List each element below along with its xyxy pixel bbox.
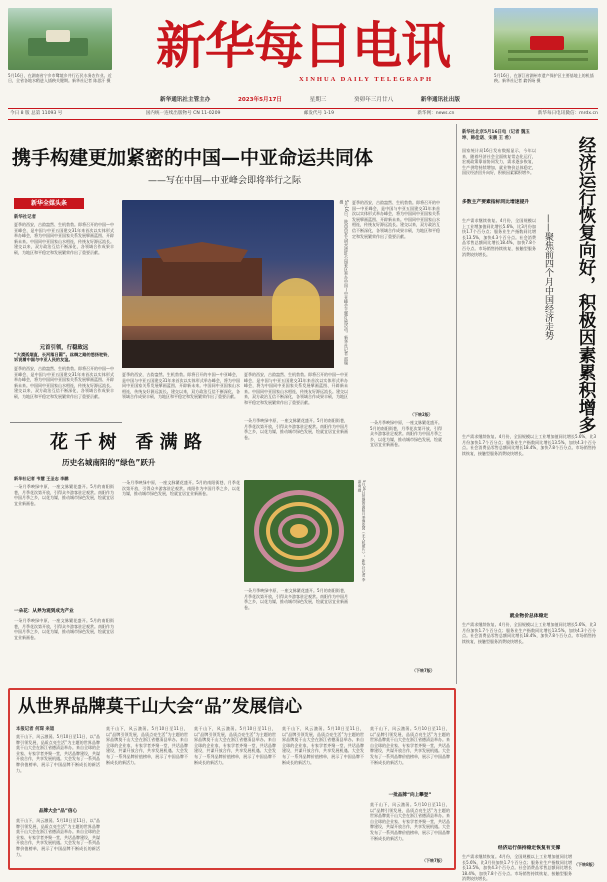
masthead-title: 新华每日电讯 <box>156 16 450 75</box>
masthead-date-band <box>160 94 460 104</box>
feature-body-col3: 一朵月季映绿中原，一座文脉繁花盛开。5月的南阳街巷，月季花次第开放，引得众多游客驻足观赏。南阳作为中国月季之乡，以花为媒，推动城市绿色发展，绘就宜居宜业新画卷。 <box>244 418 348 440</box>
bottom-story-body-col5: 莫干山下，风云激荡。5月10日至11日，以“品牌引领发展，品质点亮生活”为主题的世界品牌莫干山大会在浙江省德清县举办。来自全球的企业家、专家学者齐聚一堂，共话品牌建设，共谋开放合作，共享发展机遇。大会发布了一系列品牌价值榜单，展示了中国品牌不断成长的新活力。 <box>370 726 450 765</box>
masthead-pinyin: XINHUA DAILY TELEGRAPH <box>298 76 434 83</box>
weekday: 星期三 <box>309 97 327 103</box>
top-story-continued: （下转2版） <box>410 412 433 417</box>
bottom-story-body-col4: 莫干山下，风云激荡。5月10日至11日，以“品牌引领发展，品质点亮生活”为主题的世界品牌莫干山大会在浙江省德清县举办。来自全球的企业家、专家学者齐聚一堂，共话品牌建设，共谋开放合作，共享发展机遇。大会发布了一系列品牌价值榜单，展示了中国品牌不断成长的新活力。 <box>282 726 364 765</box>
masthead-info-strip <box>10 110 598 118</box>
sidebar-subheadline: ——聚焦前四个月中国经济走势 <box>543 214 553 340</box>
masthead-rule-bottom <box>8 119 598 120</box>
sidebar-body-2: 生产需求继续恢复。4月份，全国规模以上工业增加值同比增长5.6%，比3月份加快1.7个百分点；服务业生产指数同比增长13.5%，加快4.3个百分点。社会消费品零售总额同比增长18.4%，加快7.8个百分点。市场销售持续恢复，接触型服务消费较快增长。 <box>462 434 596 456</box>
top-story-subheadline: ——写在中国—中亚峰会即将举行之际 <box>148 176 302 186</box>
bottom-story-body-col1b: 莫干山下，风云激荡。5月10日至11日，以“品牌引领发展，品质点亮生活”为主题的世界品牌莫干山大会在浙江省德清县举办。来自全球的企业家、专家学者齐聚一堂，共话品牌建设，共谋开放合作，共享发展机遇。大会发布了一系列品牌价值榜单，展示了中国品牌不断成长的新活力。 <box>16 818 100 857</box>
feature-body-col3b: 一朵月季映绿中原，一座文脉繁花盛开。5月的南阳街巷，月季花次第开放，引得众多游客驻足观赏。南阳作为中国月季之乡，以花为媒，推动城市绿色发展，绘就宜居宜业新画卷。 <box>244 588 348 610</box>
lunar-date: 癸卯年三月廿八 <box>354 97 394 103</box>
sidebar-continued: （下转8版） <box>574 862 597 867</box>
bottom-story-body-col3: 莫干山下，风云激荡。5月10日至11日，以“品牌引领发展，品质点亮生活”为主题的世界品牌莫干山大会在浙江省德清县举办。来自全球的企业家、专家学者齐聚一堂，共话品牌建设，共谋开放合作，共享发展机遇。大会发布了一系列品牌价值榜单，展示了中国品牌不断成长的新活力。 <box>194 726 276 765</box>
masthead-rule-top <box>8 108 598 109</box>
masthead-left-photo <box>8 8 112 70</box>
top-story-subhead-1: 元首引领，行稳致远 <box>39 345 89 351</box>
publisher: 新华通讯社主管主办 <box>160 97 211 103</box>
bottom-story-byline: 本报记者 何琛 来道 <box>16 727 55 732</box>
sidebar-subhead-3: 经济运行保持稳定恢复有支撑 <box>497 846 561 851</box>
sidebar-divider <box>456 124 457 684</box>
issue-date: 2023年5月17日 <box>237 97 282 103</box>
top-story-byline: 新华社记者 <box>14 215 36 220</box>
feature-subhead: 一朵花：从养为观到成为产业 <box>14 609 74 614</box>
masthead-right-caption: 5月16日，在浙江省湖州市遗产保护区主要基地上的机插秧。新华社记者 翁忻旸 摄 <box>494 73 594 84</box>
bottom-story-continued: （下转7版） <box>422 858 445 863</box>
sidebar-headline: 经济运行恢复向好，积极因素累积增多 <box>576 136 596 434</box>
feature-byline: 新华社记者 韦慧 王圣志 李鹏 <box>14 476 69 481</box>
sidebar-body-1: 生产需求继续恢复。4月份，全国规模以上工业增加值同比增长5.6%，比3月份加快1.7个百分点；服务业生产指数同比增长13.5%，加快4.3个百分点。社会消费品零售总额同比增长18.4%，加快7.8个百分点。市场销售持续恢复，接触型服务消费较快增长。 <box>462 218 536 257</box>
sidebar-body-3: 生产需求继续恢复。4月份，全国规模以上工业增加值同比增长5.6%，比3月份加快1.7个百分点；服务业生产指数同比增长13.5%，加快4.3个百分点。社会消费品零售总额同比增长18.4%，加快7.8个百分点。市场销售持续恢复，接触型服务消费较快增长。 <box>462 622 596 644</box>
website: 新华网：news.cn <box>417 111 455 116</box>
feature-body-col1b: 一朵月季映绿中原，一座文脉繁花盛开。5月的南阳街巷，月季花次第开放，引得众多游客驻足观赏。南阳作为中国月季之乡，以花为媒，推动城市绿色发展，绘就宜居宜业新画卷。 <box>14 618 114 640</box>
top-story-photo-caption: 5月16日，陕西西安大明宫遗址公园景区举办中国—中亚峰会主题灯展活动。新华社记者 邵瑞 摄 <box>339 200 349 365</box>
sidebar-subhead-2: 就业物价总体稳定 <box>509 614 549 619</box>
feature-photo-caption: 5月16日拍摄的南阳月季博览园（无人机照片）。新华社记者 李嘉南 摄 <box>358 480 366 582</box>
top-story-body-col2b: 夏季的西安，古韵盎然、生机勃勃。即将召开的中国—中亚峰会，是中国与中亚五国建交31年来首次以实体形式举办峰会，将为中国同中亚国家关系发展擘画蓝图、开辟新未来。中国同中亚国家山水相连，传统友好源远流长。建交以来，双方政治互信不断深化，各领域合作成果丰硕，为地区和平稳定和发展繁荣作出了重要贡献。 <box>122 372 240 400</box>
top-story-photo <box>122 200 334 368</box>
bottom-story-body-col2: 莫干山下，风云激荡。5月10日至11日，以“品牌引领发展，品质点亮生活”为主题的世界品牌莫干山大会在浙江省德清县举办。来自全球的企业家、专家学者齐聚一堂，共话品牌建设，共谋开放合作，共享发展机遇。大会发布了一系列品牌价值榜单，展示了中国品牌不断成长的新活力。 <box>106 726 188 765</box>
feature-photo <box>244 480 354 582</box>
feature-body-col1: 一朵月季映绿中原，一座文脉繁花盛开。5月的南阳街巷，月季花次第开放，引得众多游客驻足观赏。南阳作为中国月季之乡，以花为媒，推动城市绿色发展，绘就宜居宜业新画卷。 <box>14 484 114 506</box>
top-story-headline: 携手构建更加紧密的中国—中亚命运共同体 <box>12 147 374 169</box>
feature-body-col4: 一朵月季映绿中原，一座文脉繁花盛开。5月的南阳街巷，月季花次第开放，引得众多游客驻足观赏。南阳作为中国月季之乡，以花为媒，推动城市绿色发展，绘就宜居宜业新画卷。 <box>370 420 442 448</box>
wechat: 新华每日电讯微信：mrdx.cn <box>537 111 598 116</box>
top-story-body-col3: 夏季的西安，古韵盎然、生机勃勃。即将召开的中国—中亚峰会，是中国与中亚五国建交31年来首次以实体形式举办峰会，将为中国同中亚国家关系发展擘画蓝图、开辟新未来。中国同中亚国家山水相连，传统友好源远流长。建交以来，双方政治互信不断深化，各领域合作成果丰硕，为地区和平稳定和发展繁荣作出了重要贡献。 <box>352 200 440 239</box>
bottom-story-subhead-2: 一批品牌“向上攀登” <box>388 793 432 798</box>
bottom-story-body-col5b: 莫干山下，风云激荡。5月10日至11日，以“品牌引领发展，品质点亮生活”为主题的世界品牌莫干山大会在浙江省德清县举办。来自全球的企业家、专家学者齐聚一堂，共话品牌建设，共谋开放合作，共享发展机遇。大会发布了一系列品牌价值榜单，展示了中国品牌不断成长的新活力。 <box>370 802 450 841</box>
divider-top-feature <box>10 422 122 423</box>
masthead-left-caption: 5月16日，在湖南省宁乡市鹭境乡井行石民水务农作业。近日，全省各地水稻进入插秧关键期。新华社记者 陈思汗 摄 <box>8 73 112 84</box>
postal-code: 邮发代号 1-19 <box>303 111 334 116</box>
bottom-story-box <box>8 688 456 870</box>
feature-body-col2: 一朵月季映绿中原，一座文脉繁花盛开。5月的南阳街巷，月季花次第开放，引得众多游客驻足观赏。南阳作为中国月季之乡，以花为媒，推动城市绿色发展，绘就宜居宜业新画卷。 <box>122 480 240 497</box>
issue-info: 今日 8 版 总第 11093 号 <box>10 111 63 116</box>
top-story-body-col1: 夏季的西安，古韵盎然、生机勃勃。即将召开的中国—中亚峰会，是中国与中亚五国建交31年来首次以实体形式举办峰会，将为中国同中亚国家关系发展擘画蓝图、开辟新未来。中国同中亚国家山水相连，传统友好源远流长。建交以来，双方政治互信不断深化，各领域合作成果丰硕，为地区和平稳定和发展繁荣作出了重要贡献。 <box>14 222 114 255</box>
publisher-2: 新华通讯社出版 <box>420 97 460 103</box>
cn-code: 国内统一连续出版物号 CN 11-0209 <box>145 111 221 116</box>
feature-headline: 花 千 树 香 满 路 <box>50 432 202 453</box>
bottom-story-body-col1: 莫干山下，风云激荡。5月10日至11日，以“品牌引领发展，品质点亮生活”为主题的世界品牌莫干山大会在浙江省德清县举办。来自全球的企业家、专家学者齐聚一堂，共话品牌建设，共谋开放合作，共享发展机遇。大会发布了一系列品牌价值榜单，展示了中国品牌不断成长的新活力。 <box>16 734 100 773</box>
sidebar-body-4: 生产需求继续恢复。4月份，全国规模以上工业增加值同比增长5.6%，比3月份加快1.7个百分点；服务业生产指数同比增长13.5%，加快4.3个百分点。社会消费品零售总额同比增长18.4%，加快7.8个百分点。市场销售持续恢复，接触型服务消费较快增长。 <box>462 854 572 882</box>
masthead-right-photo <box>494 8 598 70</box>
sidebar-subhead-1: 多数主产要素指标同比增速提升 <box>462 200 530 205</box>
feature-continued: （下转7版） <box>412 668 435 673</box>
sidebar-intro: 国家统计局16日发布数据显示，今年以来，随着经济社会全面恢复常态化运行，宏观政策靠前协同发力，需求逐步恢复，生产供给持续增加，就业物价总体稳定，国民经济回升向好，积极因素累积增多。 <box>462 148 536 176</box>
top-story-body-col1b: 夏季的西安，古韵盎然、生机勃勃。即将召开的中国—中亚峰会，是中国与中亚五国建交31年来首次以实体形式举办峰会，将为中国同中亚国家关系发展擘画蓝图、开辟新未来。中国同中亚国家山水相连，传统友好源远流长。建交以来，双方政治互信不断深化，各领域合作成果丰硕，为地区和平稳定和发展繁荣作出了重要贡献。 <box>14 366 114 399</box>
top-story-tag: 新华全媒头条 <box>14 198 84 209</box>
bottom-story-headline: 从世界品牌莫干山大会“品”发展信心 <box>18 696 303 717</box>
sidebar-intro-byline: 新华社北京5月16日电（记者 魏玉坤、韩佳诺、宋晨 王 希） <box>462 130 530 141</box>
feature-subheadline: 历史名城南阳的“绿色”跃升 <box>62 458 156 467</box>
top-story-quote: “大漠孤烟直，长河落日圆”。丝绸之路的悠扬驼铃，诉说着中国与中亚人民的友谊。 <box>14 352 112 363</box>
bottom-story-subhead-1: 品牌大会“品”信心 <box>38 809 78 814</box>
top-story-body-col2c: 夏季的西安，古韵盎然、生机勃勃。即将召开的中国—中亚峰会，是中国与中亚五国建交31年来首次以实体形式举办峰会，将为中国同中亚国家关系发展擘画蓝图、开辟新未来。中国同中亚国家山水相连，传统友好源远流长。建交以来，双方政治互信不断深化，各领域合作成果丰硕，为地区和平稳定和发展繁荣作出了重要贡献。 <box>244 372 348 405</box>
